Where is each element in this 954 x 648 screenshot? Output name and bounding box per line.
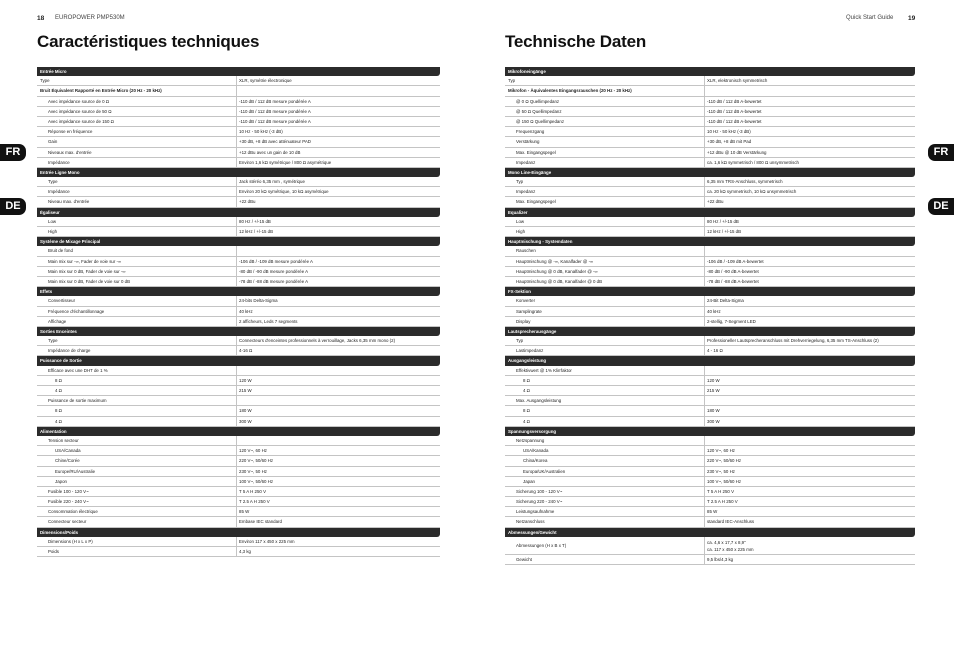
spec-label: Type xyxy=(37,76,237,85)
spec-row xyxy=(37,277,440,287)
spec-label: Avec impédance source de 50 Ω xyxy=(37,107,237,116)
spec-row xyxy=(505,487,915,497)
spec-row xyxy=(37,197,440,207)
spec-row xyxy=(505,366,915,376)
spec-label: USA/Kanada xyxy=(505,446,705,455)
spec-row xyxy=(37,436,440,446)
spec-value-line: ca. 4,6 x 17,7 x 8,9" xyxy=(707,539,746,545)
lang-tab-fr-left[interactable]: FR xyxy=(0,144,26,161)
spec-label: Sicherung 220 - 240 V~ xyxy=(505,497,705,506)
spec-label: Typ xyxy=(505,177,705,186)
spec-table-right xyxy=(505,67,915,565)
spec-row xyxy=(37,477,440,487)
spec-row xyxy=(37,296,440,306)
spec-value: 10 Hz - 50 kHz (-3 dB) xyxy=(707,129,751,135)
spec-value xyxy=(237,396,440,405)
spec-row xyxy=(37,97,440,107)
spec-label: Convertisseur xyxy=(37,296,237,305)
lang-tab-fr-right[interactable]: FR xyxy=(928,144,954,161)
spec-value xyxy=(237,246,440,255)
spec-row xyxy=(505,497,915,507)
spec-label: Typ xyxy=(505,76,705,85)
spec-value: T 2.5 A H 250 V xyxy=(239,499,270,505)
spec-value: -110 dB / 112 dB A-bewertet xyxy=(707,118,762,124)
spec-value: Environ 117 x 450 x 225 mm xyxy=(239,538,295,544)
spec-value: 180 W xyxy=(707,408,720,414)
spec-value: 85 W xyxy=(239,509,250,515)
spec-value xyxy=(705,246,915,255)
spec-row xyxy=(505,467,915,477)
spec-label: Main mix sur 0 dB, Fader de voie sur 0 dB xyxy=(37,277,237,286)
spec-value: T 2.5 A H 250 V xyxy=(707,499,738,505)
spec-value xyxy=(237,366,440,375)
spec-label: 4 Ω xyxy=(505,386,705,395)
spec-value: -110 dB / 112 dB A-bewertet xyxy=(707,98,762,104)
spec-value: 220 V~, 50/60 Hz xyxy=(239,458,274,464)
spec-row xyxy=(37,177,440,187)
spec-row xyxy=(37,148,440,158)
spec-value: 12 kHz / +/-15 dB xyxy=(239,229,274,234)
spec-row xyxy=(505,507,915,517)
spec-row xyxy=(37,117,440,127)
spec-label: Bruit de fond xyxy=(37,246,237,255)
section-header: Égaliseur xyxy=(37,208,440,217)
spec-label: Impédance de charge xyxy=(37,346,237,355)
section-header: Hauptmischung - Systemdaten xyxy=(505,237,915,246)
spec-value: 120 V~, 60 Hz xyxy=(707,448,735,454)
spec-row xyxy=(37,107,440,117)
spec-row xyxy=(37,158,440,168)
spec-value xyxy=(237,436,440,445)
spec-value: Embase IEC standard xyxy=(239,519,282,525)
spec-row xyxy=(37,336,440,346)
spec-label: Sicherung 100 - 120 V~ xyxy=(505,487,705,496)
spec-value: -106 dB / -109 dB A-bewertet xyxy=(707,258,764,264)
spec-value: +30 dB, +8 dB avec atténuateur PAD xyxy=(239,139,311,145)
spec-label: Samplingrate xyxy=(505,307,705,316)
spec-label: Niveau max. d'entrée xyxy=(37,197,237,206)
spec-row xyxy=(505,537,915,555)
spec-label: Poids xyxy=(37,547,237,556)
spec-value: Jack stéréo 6,35 mm , symétrique xyxy=(239,179,305,185)
spec-label: Europa/UK/Australien xyxy=(505,467,705,476)
spec-label: Low xyxy=(505,217,705,226)
spec-label: Max. Eingangspegel xyxy=(505,148,705,157)
section-header: Système de Mixage Principal xyxy=(37,237,440,246)
spec-value: 230 V~, 50 Hz xyxy=(239,468,267,474)
spec-value: XLR, symétrie électronique xyxy=(239,78,292,84)
spec-label: Impédance xyxy=(37,187,237,196)
spec-value: +12 dBu @ 10 dB Verstärkung xyxy=(707,149,767,155)
spec-row xyxy=(505,257,915,267)
section-header: Entrée Ligne Mono xyxy=(37,168,440,177)
spec-label: Effektivwert @ 1% Klirrfaktor xyxy=(505,366,705,375)
spec-label: Low xyxy=(37,217,237,226)
spec-value: Environ 20 kΩ symétrique, 10 kΩ asymétrique xyxy=(239,189,329,195)
spec-value: T 5 A H 250 V xyxy=(239,488,267,494)
spec-label: Réponse en fréquence xyxy=(37,127,237,136)
spec-label: Impedanz xyxy=(505,158,705,167)
section-header: Spannungsversorgung xyxy=(505,427,915,436)
spec-value: ca. 1,6 kΩ symmetrisch / 800 Ω unsymmetrisch xyxy=(707,159,799,165)
page-number-right: 19 xyxy=(908,15,916,22)
spec-value: 300 W xyxy=(707,418,720,424)
spec-label: Frequenzgang xyxy=(505,127,705,136)
spec-label: Fréquence d'échantillonnage xyxy=(37,307,237,316)
spec-value: 2 afficheurs, Leds 7 segments xyxy=(239,318,298,324)
page-title-left: Caractéristiques techniques xyxy=(37,32,260,51)
spec-label: Verstärkung xyxy=(505,137,705,146)
section-header: Equalizer xyxy=(505,208,915,217)
spec-value: 10 Hz - 50 kHz (-3 dB) xyxy=(239,129,283,135)
spec-label: High xyxy=(505,227,705,236)
spec-label: 8 Ω xyxy=(505,376,705,385)
spec-row xyxy=(37,487,440,497)
spec-value: Professioneller Lautsprecheranschluss mit Drehverriegelung, 6,35 mm TS-Anschluss (2) xyxy=(707,338,879,344)
spec-row xyxy=(37,76,440,86)
running-head-right: Quick Start Guide xyxy=(846,15,894,21)
spec-row xyxy=(37,467,440,477)
spec-value: -110 dB / 112 dB A-bewertet xyxy=(707,108,762,114)
spec-label: Type xyxy=(37,336,237,345)
spec-value: -106 dB / -109 dB mesure pondérée A xyxy=(239,258,313,264)
page-number-left: 18 xyxy=(37,15,45,22)
spec-value xyxy=(705,396,915,405)
section-header: Lautsprecherausgänge xyxy=(505,327,915,336)
spec-row xyxy=(505,277,915,287)
spec-row xyxy=(37,86,440,96)
spec-row xyxy=(505,376,915,386)
spec-row xyxy=(505,246,915,256)
spec-row xyxy=(37,317,440,327)
spec-row xyxy=(37,127,440,137)
spec-row xyxy=(37,227,440,237)
spec-row xyxy=(505,187,915,197)
spec-row xyxy=(505,217,915,227)
spec-row xyxy=(505,197,915,207)
spec-label: Gain xyxy=(37,137,237,146)
spec-row xyxy=(505,336,915,346)
spec-value: +22 dBu xyxy=(239,199,256,205)
spec-row xyxy=(37,386,440,396)
spec-label: Netzspannung xyxy=(505,436,705,445)
spec-row xyxy=(505,127,915,137)
section-header: Entrée Micro xyxy=(37,67,440,76)
spec-value: 180 W xyxy=(239,408,252,414)
spec-row xyxy=(37,396,440,406)
spec-value: 40 kHz xyxy=(707,308,721,314)
spec-value: 40 kHz xyxy=(239,308,253,314)
spec-value xyxy=(705,86,915,95)
spec-value: 80 Hz / +/-15 dB xyxy=(707,218,739,224)
spec-value: 215 W xyxy=(707,388,720,393)
spec-label: Fusible 100 - 120 V~ xyxy=(37,487,237,496)
spec-row xyxy=(505,267,915,277)
spec-label: @ 0 Ω Quellimpedanz xyxy=(505,97,705,106)
spec-label: Efficace avec une DHT de 1 % xyxy=(37,366,237,375)
spec-value: 9,5 lbs/4,3 kg xyxy=(707,556,734,562)
spec-label: Affichage xyxy=(37,317,237,326)
spec-label: Avec impédance source de 0 Ω xyxy=(37,97,237,106)
spec-label: Chine/Corée xyxy=(37,456,237,465)
spec-row xyxy=(505,436,915,446)
spec-row xyxy=(37,366,440,376)
lang-tab-de-left[interactable]: DE xyxy=(0,198,26,215)
spec-value: Connecteurs d'enceintes professionnels à verrouillage, Jacks 6,35 mm mono (2) xyxy=(239,338,396,344)
spec-label: Abmessungen (H x B x T) xyxy=(505,537,705,554)
spec-value: 24-Bit Delta-Sigma xyxy=(707,298,744,304)
spec-label: Lastimpedanz xyxy=(505,346,705,355)
section-header: Mikrofoneingänge xyxy=(505,67,915,76)
spec-row xyxy=(505,107,915,117)
spec-row xyxy=(505,117,915,127)
spec-value: 120 V~, 60 Hz xyxy=(239,448,267,454)
spec-value: -110 dB / 112 dB mesure pondérée A xyxy=(239,118,311,124)
spec-value: 6,35 mm TRS-Anschluss, symmetrisch xyxy=(707,179,783,185)
spec-value: 100 V~, 50/60 Hz xyxy=(707,478,742,484)
spec-value: 120 W xyxy=(707,377,720,383)
spec-row xyxy=(37,246,440,256)
spec-table-left xyxy=(37,67,440,557)
spec-row xyxy=(505,227,915,237)
spec-row xyxy=(505,346,915,356)
spec-label: Rauschen xyxy=(505,246,705,255)
spec-label: Puissance de sortie maximum xyxy=(37,396,237,405)
spec-row xyxy=(505,86,915,96)
spec-value: 215 W xyxy=(239,388,252,393)
spec-value xyxy=(705,436,915,445)
spec-label: Avec impédance source de 150 Ω xyxy=(37,117,237,126)
spec-label: 8 Ω xyxy=(37,406,237,415)
lang-tab-de-right[interactable]: DE xyxy=(928,198,954,215)
spec-label: Max. Eingangspegel xyxy=(505,197,705,206)
spec-row xyxy=(37,257,440,267)
spec-label: Max. Ausgangsleistung xyxy=(505,396,705,405)
spec-row xyxy=(37,456,440,466)
spec-row xyxy=(505,76,915,86)
spec-value: +12 dBu avec un gain de 10 dB xyxy=(239,149,301,155)
spec-row xyxy=(37,376,440,386)
spec-row xyxy=(505,386,915,396)
spec-row xyxy=(505,296,915,306)
spec-label: Hauptmischung @ 0 dB, Kanalfader @ -∞ xyxy=(505,267,705,276)
spec-label: Bruit Équivalent Rapporté en Entrée Micro (20 Hz - 20 kHz) xyxy=(37,86,237,95)
spec-value xyxy=(705,366,915,375)
spec-row xyxy=(505,97,915,107)
spec-row xyxy=(37,187,440,197)
section-header: Ausgangsleistung xyxy=(505,356,915,365)
spec-row xyxy=(505,396,915,406)
spec-value: 4,3 kg xyxy=(239,549,251,554)
spec-label: Gewicht xyxy=(505,555,705,564)
spec-row xyxy=(505,517,915,527)
spec-row xyxy=(37,307,440,317)
spec-label: Impédance xyxy=(37,158,237,167)
spec-value: standard IEC-Anschluss xyxy=(707,519,755,525)
spec-label: Connecteur secteur xyxy=(37,517,237,526)
spec-label: Impedanz xyxy=(505,187,705,196)
spec-row xyxy=(37,217,440,227)
spec-row xyxy=(37,547,440,557)
spec-row xyxy=(505,456,915,466)
spec-row xyxy=(37,417,440,427)
spec-row xyxy=(505,158,915,168)
spec-row xyxy=(37,406,440,416)
spec-value: 100 V~, 50/60 Hz xyxy=(239,478,274,484)
spec-value: 4 - 16 Ω xyxy=(707,348,723,354)
spec-label: 8 Ω xyxy=(37,376,237,385)
spec-label: China/Korea xyxy=(505,456,705,465)
spec-label: Main mix sur 0 dB, Fader de voie sur -∞ xyxy=(37,267,237,276)
spec-row xyxy=(505,307,915,317)
spec-value: +22 dBu xyxy=(707,199,724,205)
spec-label: 8 Ω xyxy=(505,406,705,415)
spec-value: ca. 20 kΩ symmetrisch, 10 kΩ unsymmetrisch xyxy=(707,189,797,195)
spec-value: -110 dB / 112 dB mesure pondérée A xyxy=(239,108,311,114)
spec-row xyxy=(37,346,440,356)
spec-label: Japan xyxy=(505,477,705,486)
running-head-left: EUROPOWER PMP530M xyxy=(55,15,125,21)
page-title-right: Technische Daten xyxy=(505,32,647,51)
spec-label: @ 150 Ω Quellimpedanz xyxy=(505,117,705,126)
spec-label: Dimensions (H x L x P) xyxy=(37,537,237,546)
section-header: Abmessungen/Gewicht xyxy=(505,528,915,537)
spec-label: Typ xyxy=(505,336,705,345)
spec-value: XLR, elektronisch symmetrisch xyxy=(707,78,768,84)
spec-label: Europe/RU/Australie xyxy=(37,467,237,476)
spec-value-line: ca. 117 x 450 x 225 mm xyxy=(707,546,754,552)
spec-label: Hauptmischung @ 0 dB, Kanalfader @ 0 dB xyxy=(505,277,705,286)
spec-row xyxy=(37,517,440,527)
spec-value: 85 W xyxy=(707,509,718,515)
spec-row xyxy=(505,317,915,327)
spec-value: 220 V~, 50/60 Hz xyxy=(707,458,742,464)
spec-row xyxy=(37,267,440,277)
spec-label: Hauptmischung @ -∞, Kanalfader @ -∞ xyxy=(505,257,705,266)
section-header: Dimensions/Poids xyxy=(37,528,440,537)
spec-value: 120 W xyxy=(239,377,252,383)
spec-label: Mikrofon - Äquivalentes Eingangsrauschen (20 Hz - 20 kHz) xyxy=(505,86,705,95)
section-header: Alimentation xyxy=(37,427,440,436)
spec-row xyxy=(505,177,915,187)
spec-label: Main mix sur -∞, Fader de voie sur -∞ xyxy=(37,257,237,266)
spec-value: 230 V~, 50 Hz xyxy=(707,468,735,474)
section-header: Mono Line-Eingänge xyxy=(505,168,915,177)
spec-value: 4-16 Ω xyxy=(239,348,253,354)
spec-row xyxy=(37,537,440,547)
spec-row xyxy=(37,137,440,147)
spec-value: T 5 A H 250 V xyxy=(707,488,735,494)
section-header: Puissance de Sortie xyxy=(37,356,440,365)
spec-label: Fusible 220 - 240 V~ xyxy=(37,497,237,506)
spec-value: -110 dB / 112 dB mesure pondérée A xyxy=(239,98,311,104)
spec-label: @ 50 Ω Quellimpedanz xyxy=(505,107,705,116)
spec-value: 80 Hz / +/-15 dB xyxy=(239,218,271,224)
spec-row xyxy=(505,477,915,487)
spec-label: High xyxy=(37,227,237,236)
spec-label: 4 Ω xyxy=(37,417,237,426)
spec-label: Netzanschluss xyxy=(505,517,705,526)
spec-row xyxy=(505,417,915,427)
spec-value xyxy=(237,86,440,95)
spec-label: Leistungsaufnahme xyxy=(505,507,705,516)
spec-row xyxy=(505,446,915,456)
spec-value: -80 dB / -90 dB A-bewertet xyxy=(707,268,759,274)
spec-value: +30 dB, +8 dB mit Pad xyxy=(707,139,752,145)
spec-value: 300 W xyxy=(239,418,252,424)
spec-label: Japon xyxy=(37,477,237,486)
spec-row xyxy=(37,497,440,507)
spec-label: Tension secteur xyxy=(37,436,237,445)
spec-row xyxy=(37,507,440,517)
spec-row xyxy=(505,148,915,158)
spec-label: Niveaux max. d'entrée xyxy=(37,148,237,157)
spec-value xyxy=(705,537,915,554)
spec-value: -78 dB / -88 dB mesure pondérée A xyxy=(239,278,309,284)
spec-label: Konverter xyxy=(505,296,705,305)
spec-value: -80 dB / -90 dB mesure pondérée A xyxy=(239,268,309,274)
spec-label: 4 Ω xyxy=(505,417,705,426)
spec-value: 24-bits Delta-Sigma xyxy=(239,298,278,304)
spec-label: USA/Canada xyxy=(37,446,237,455)
section-header: Effets xyxy=(37,287,440,296)
spec-row xyxy=(505,406,915,416)
spec-value: 2-stellig, 7-Segment LED xyxy=(707,318,756,324)
spec-value: -78 dB / -88 dB A-bewertet xyxy=(707,278,759,284)
section-header: Sorties Enceintes xyxy=(37,327,440,336)
section-header: FX-Sektion xyxy=(505,287,915,296)
spec-label: 4 Ω xyxy=(37,386,237,395)
spec-label: Display xyxy=(505,317,705,326)
spec-label: Type xyxy=(37,177,237,186)
spec-row xyxy=(505,137,915,147)
spec-value: Environ 1,6 kΩ symétrique / 800 Ω asymétrique xyxy=(239,159,332,165)
spec-row xyxy=(37,446,440,456)
spec-row xyxy=(505,555,915,565)
spec-value: 12 kHz / +/-15 dB xyxy=(707,229,742,234)
spec-label: Consommation électrique xyxy=(37,507,237,516)
